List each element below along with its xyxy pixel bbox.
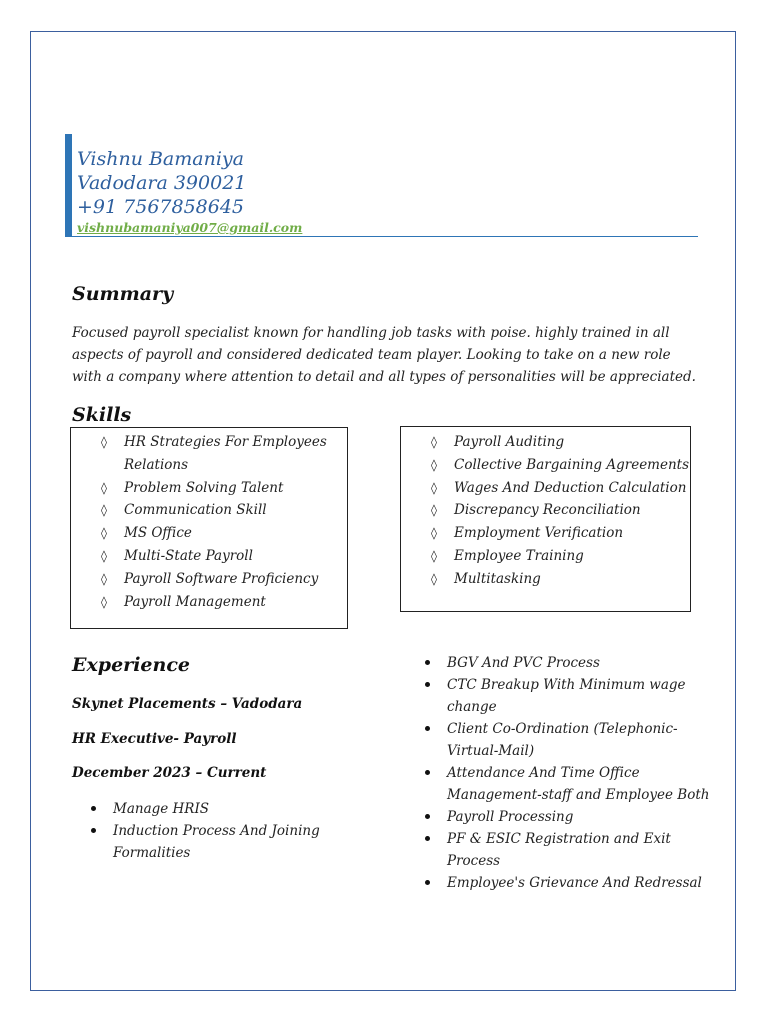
skill-label: Collective Bargaining Agreements bbox=[454, 456, 690, 473]
skill-label: Multi-State Payroll bbox=[124, 547, 253, 564]
skill-item bbox=[401, 477, 690, 500]
skill-label: MS Office bbox=[124, 525, 192, 542]
skill-label: Payroll Auditing bbox=[454, 434, 565, 450]
duty-item bbox=[420, 828, 720, 872]
skills-list-right bbox=[401, 431, 690, 591]
duty-item bbox=[86, 798, 336, 820]
duty-item bbox=[420, 718, 720, 762]
skill-item bbox=[71, 477, 339, 500]
header-accent-bar bbox=[65, 134, 72, 237]
skill-label: Employment Verification bbox=[454, 525, 624, 542]
diamond-bullet-icon: ◊ bbox=[431, 503, 437, 518]
bullet-dot-icon bbox=[425, 836, 430, 841]
job-period: December 2023 – Current bbox=[72, 765, 267, 781]
skill-item bbox=[401, 568, 690, 591]
diamond-bullet-icon: ◊ bbox=[101, 571, 107, 586]
skill-item bbox=[401, 431, 690, 454]
skills-box-right bbox=[400, 426, 691, 612]
skill-item bbox=[71, 591, 339, 614]
skill-label: Wages And Deduction Calculation bbox=[454, 479, 687, 496]
bullet-dot-icon bbox=[425, 682, 430, 687]
diamond-bullet-icon: ◊ bbox=[101, 526, 107, 541]
duty-label: CTC Breakup With Minimum wage change bbox=[447, 677, 686, 715]
bullet-dot-icon bbox=[425, 770, 430, 775]
skill-item bbox=[71, 499, 339, 522]
duty-item bbox=[420, 762, 720, 806]
duty-item bbox=[86, 820, 336, 864]
skill-item bbox=[71, 522, 339, 545]
duty-label: Manage HRIS bbox=[113, 801, 210, 817]
skill-item bbox=[401, 522, 690, 545]
duty-item bbox=[420, 674, 720, 718]
duty-label: Client Co-Ordination (Telephonic-Virtual-Mail) bbox=[447, 721, 678, 759]
company-name: Skynet Placements – Vadodara bbox=[72, 696, 303, 712]
contact-block bbox=[77, 147, 246, 219]
duty-item bbox=[420, 806, 720, 828]
skill-item bbox=[401, 499, 690, 522]
diamond-bullet-icon: ◊ bbox=[101, 480, 107, 495]
bullet-dot-icon bbox=[91, 806, 96, 811]
skill-label: Communication Skill bbox=[124, 502, 267, 519]
skill-label: Payroll Software Proficiency bbox=[124, 570, 319, 587]
skill-item bbox=[71, 568, 339, 591]
experience-heading: Experience bbox=[72, 654, 190, 676]
diamond-bullet-icon: ◊ bbox=[101, 548, 107, 563]
candidate-name: Vishnu Bamaniya bbox=[77, 148, 244, 170]
duty-label: PF & ESIC Registration and Exit Process bbox=[447, 831, 671, 869]
diamond-bullet-icon: ◊ bbox=[431, 435, 437, 449]
diamond-bullet-icon: ◊ bbox=[431, 548, 437, 563]
summary-heading: Summary bbox=[72, 283, 174, 305]
skill-label: Discrepancy Reconciliation bbox=[454, 502, 641, 519]
duty-label: Payroll Processing bbox=[447, 809, 574, 825]
skill-item bbox=[401, 454, 690, 477]
bullet-dot-icon bbox=[425, 814, 430, 819]
bullet-dot-icon bbox=[425, 726, 430, 731]
duties-list-right bbox=[420, 652, 720, 894]
skill-label: Multitasking bbox=[454, 570, 541, 587]
diamond-bullet-icon: ◊ bbox=[431, 526, 437, 541]
duty-label: Attendance And Time Office Management-staff and Employee Both bbox=[447, 765, 710, 803]
diamond-bullet-icon: ◊ bbox=[101, 503, 107, 518]
summary-text: Focused payroll specialist known for handling job tasks with poise. highly trained in all aspects of payroll and considered dedicated team player. Looking to take on a new role with a company where attention to detail and all types of personalities will be appreciated. bbox=[72, 325, 696, 385]
skill-label: Employee Training bbox=[454, 547, 584, 564]
diamond-bullet-icon: ◊ bbox=[431, 480, 437, 495]
duty-item bbox=[420, 652, 720, 674]
duty-label: Employee's Grievance And Redressal bbox=[447, 875, 702, 891]
skill-item bbox=[401, 545, 690, 568]
bullet-dot-icon bbox=[425, 660, 430, 665]
skills-box-left bbox=[70, 427, 348, 629]
skill-label: HR Strategies For Employees Relations bbox=[124, 434, 327, 473]
diamond-bullet-icon: ◊ bbox=[431, 457, 437, 472]
skill-label: Problem Solving Talent bbox=[124, 479, 284, 496]
email-link[interactable]: vishnubamaniya007@gmail.com bbox=[77, 220, 303, 235]
skills-heading: Skills bbox=[72, 404, 132, 426]
candidate-city: Vadodara 390021 bbox=[77, 172, 247, 194]
candidate-phone: +91 7567858645 bbox=[77, 196, 245, 218]
duties-list-left bbox=[86, 798, 336, 864]
skill-label: Payroll Management bbox=[124, 593, 266, 610]
bullet-dot-icon bbox=[425, 880, 430, 885]
diamond-bullet-icon: ◊ bbox=[431, 571, 437, 586]
duty-label: BGV And PVC Process bbox=[447, 655, 600, 671]
skill-item bbox=[71, 545, 339, 568]
header-divider bbox=[72, 236, 698, 237]
diamond-bullet-icon: ◊ bbox=[101, 594, 107, 609]
duty-label: Induction Process And Joining Formalities bbox=[113, 823, 320, 861]
bullet-dot-icon bbox=[91, 828, 96, 833]
skill-item bbox=[71, 431, 339, 477]
skills-list-left bbox=[71, 431, 339, 613]
duty-item bbox=[420, 872, 720, 894]
diamond-bullet-icon: ◊ bbox=[101, 435, 107, 449]
job-title: HR Executive- Payroll bbox=[72, 731, 237, 747]
